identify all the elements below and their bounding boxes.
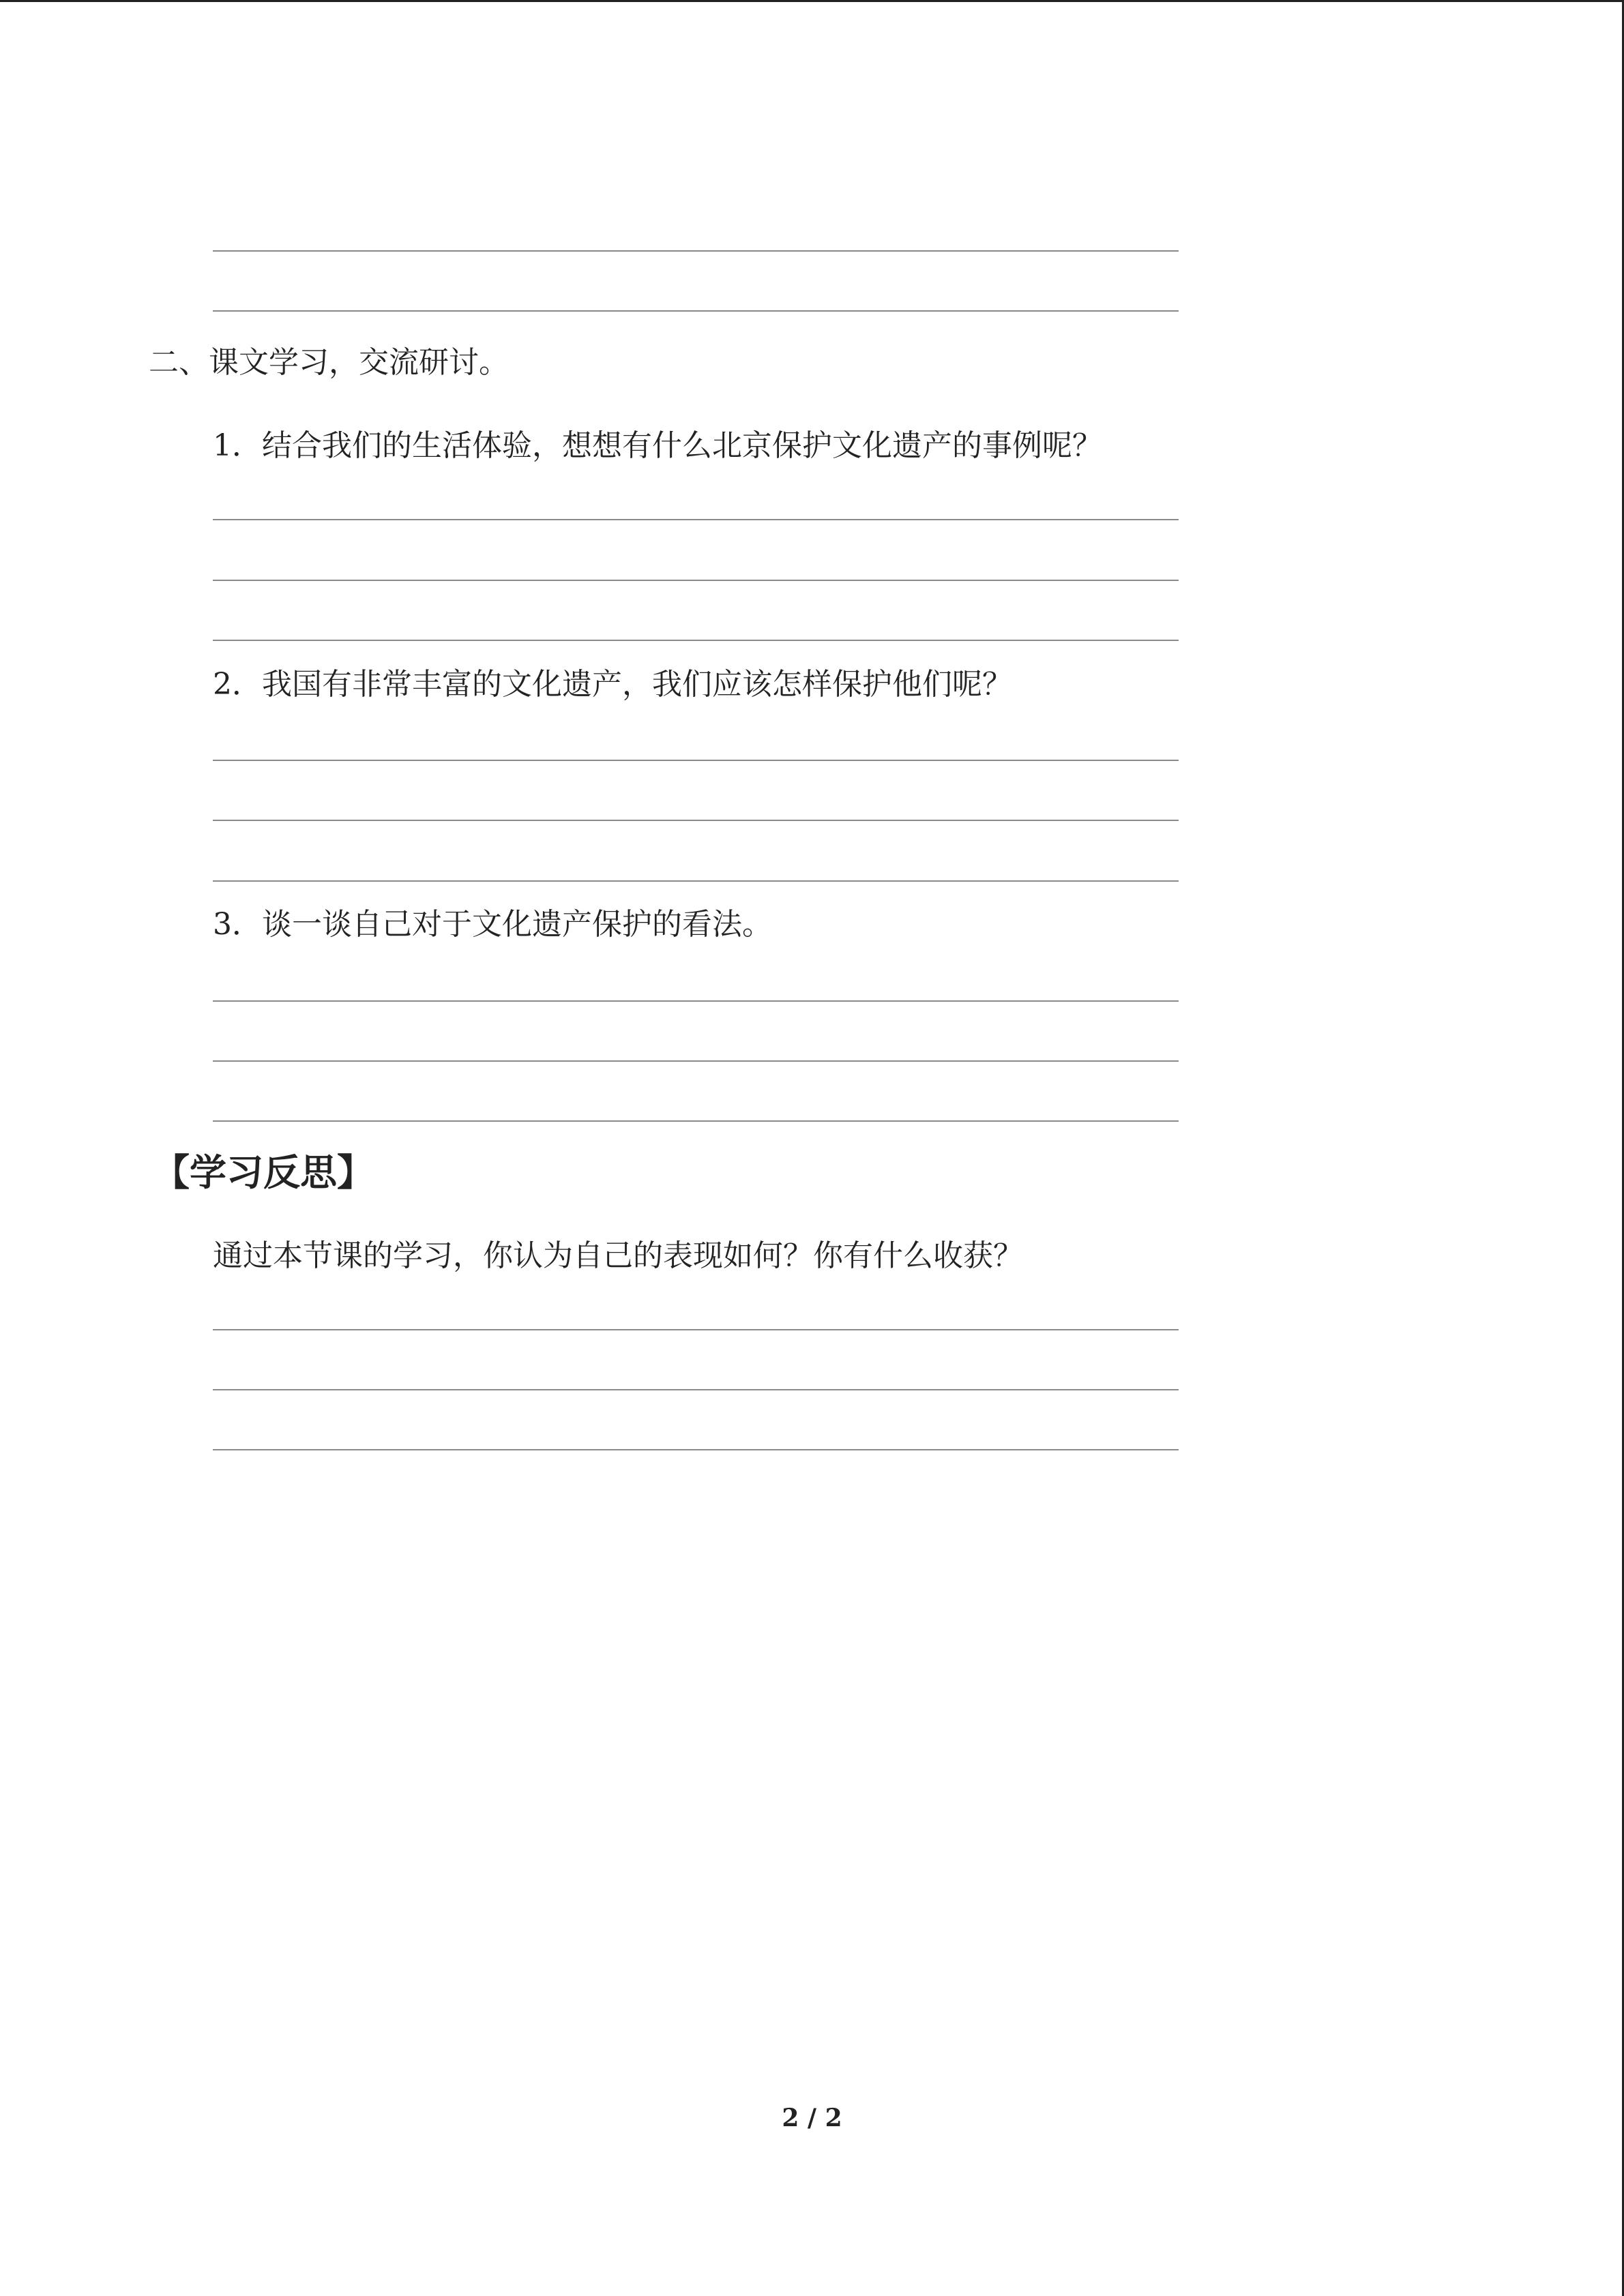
page-number: 2 / 2 [782,2104,842,2132]
answer-line [213,1060,1179,1062]
answer-line [213,1449,1179,1450]
answer-line [213,580,1179,581]
question-3: 3．谈一谈自己对于文化遗产保护的看法。 [213,907,772,942]
answer-line [213,760,1179,761]
answer-line [213,820,1179,821]
reflection-prompt: 通过本节课的学习，你认为自己的表现如何？你有什么收获？ [213,1238,1023,1273]
answer-line [213,1120,1179,1122]
answer-line [213,1000,1179,1002]
section-heading: 二、课文学习，交流研讨。 [149,345,509,380]
answer-line [213,1329,1179,1330]
answer-line [213,250,1179,252]
answer-line [213,1389,1179,1390]
answer-line [213,310,1179,312]
page-top-border [0,0,1624,2]
reflection-heading: 【学习反思】 [153,1150,374,1194]
question-1: 1．结合我们的生活体验，想想有什么北京保护文化遗产的事例呢？ [213,428,1102,463]
answer-line [213,519,1179,520]
question-2: 2．我国有非常丰富的文化遗产，我们应该怎样保护他们呢？ [213,667,1012,702]
answer-line [213,880,1179,882]
answer-line [213,640,1179,641]
